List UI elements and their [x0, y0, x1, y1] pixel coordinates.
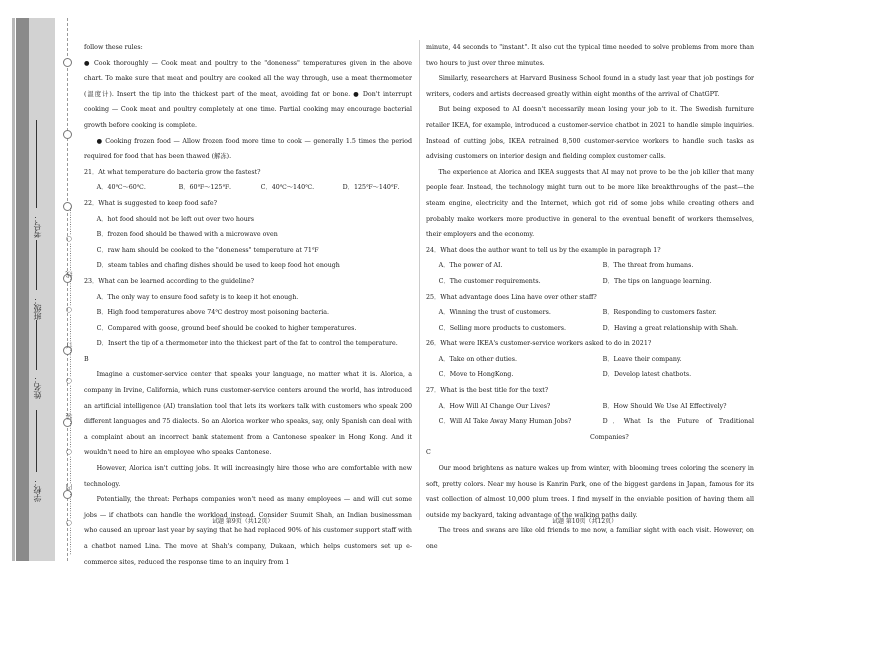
- question-26: 26．What were IKEA's customer-service workers asked to do in 2021?: [426, 340, 652, 348]
- option[interactable]: C．raw ham should be cooked to the "doneness" temperature at 71℉: [96, 246, 319, 254]
- option[interactable]: C．Move to HongKong.: [438, 371, 514, 379]
- option[interactable]: C．Selling more products to customers.: [438, 324, 566, 332]
- option[interactable]: D．Develop latest chatbots.: [602, 371, 692, 379]
- page-footer-9: 试题 第9页（共12页）: [212, 518, 274, 525]
- q21-options: [84, 180, 412, 196]
- option[interactable]: D．steam tables and chafing dishes should be used to keep food hot enough: [96, 262, 340, 270]
- option[interactable]: A．How Will AI Change Our Lives?: [438, 402, 551, 410]
- seal-line-text: …………○…………内…………○…………装…………○…………订…………○…………线…………○…………: [65, 207, 73, 555]
- paragraph: ● Cooking frozen food — Allow frozen food more time to cook — generally 1.5 times the period required for food that has been thawed (解冻).: [84, 137, 412, 161]
- section-heading-b: B: [84, 355, 89, 363]
- q24-options: [426, 258, 754, 274]
- q27-options: [426, 399, 754, 415]
- option[interactable]: D．Having a great relationship with Shah.: [602, 324, 739, 332]
- q25-options: [426, 321, 754, 337]
- q27-options: [426, 414, 754, 445]
- question-21: 21．At what temperature do bacteria grow the fastest?: [84, 168, 261, 176]
- option[interactable]: A．The only way to ensure food safety is to keep it hot enough.: [96, 293, 299, 301]
- q25-options: [426, 305, 754, 321]
- option[interactable]: D．What Is the Future of Traditional Companies?: [590, 418, 754, 441]
- option[interactable]: A．Take on other duties.: [438, 355, 518, 363]
- paragraph: But being exposed to AI doesn't necessarily mean losing your job to it. The Swedish furniture retailer IKEA, for example, introduced a customer-service chatbot in 2021 to handle simple inquiries. Instead of cutting jobs, IKEA retrained 8,500 customer-service workers to handle such tasks as advising customers on interior design and fielding complex customer calls.: [426, 106, 754, 161]
- option[interactable]: A．hot food should not be left out over two hours: [96, 215, 255, 223]
- paragraph: follow these rules:: [84, 44, 143, 51]
- option[interactable]: D．Insert the tip of a thermometer into the thickest part of the fat to control the temperature.: [96, 340, 398, 348]
- question-23: 23．What can be learned according to the guideline?: [84, 277, 254, 285]
- q26-options: [426, 367, 754, 383]
- option[interactable]: D．The tips on language learning.: [602, 277, 712, 285]
- option[interactable]: A．Winning the trust of customers.: [438, 309, 551, 317]
- option[interactable]: B．Leave their company.: [602, 355, 682, 363]
- column-divider: [419, 40, 420, 520]
- binding-edge: [12, 18, 15, 561]
- q24-options: [426, 274, 754, 290]
- binding-strip-dark: [16, 18, 29, 561]
- number-line[interactable]: [36, 120, 37, 208]
- option[interactable]: C．40℃～140℃.: [260, 184, 315, 192]
- option[interactable]: B．How Should We Use AI Effectively?: [602, 402, 727, 410]
- option[interactable]: C．Compared with goose, ground beef should be cooked to higher temperatures.: [96, 324, 357, 332]
- option[interactable]: A．The power of AI.: [438, 262, 503, 270]
- class-label: 班级：: [33, 296, 42, 320]
- school-line[interactable]: [36, 410, 37, 472]
- paragraph: However, Alorica isn't cutting jobs. It will increasingly hire those who are comfortable with new technology.: [84, 465, 412, 488]
- option[interactable]: A．40℃～60℃.: [96, 184, 146, 192]
- option[interactable]: D．125℉～140℉.: [342, 184, 400, 192]
- paragraph: Potentially, the threat: Perhaps companies won't need as many employees — and will cut some jobs — if chatbots can handle the workload instead. Consider Suumit Shah, an Indian businessman who caused an uproar last year by saying that he had replaced 90% of his customer support staff with a chatbot named Lina. The move at Shah's company, Dukaan, which helps customers set up e-commerce sites, reduced the response time to an inquiry from 1: [84, 496, 412, 566]
- paragraph: Our mood brightens as nature wakes up from winter, with blooming trees coloring the scenery in soft, pretty colors. Near my house is Kanrin Park, one of the biggest gardens in Japan, famous for its vast collection of almost 10,000 plum trees. I find myself in the enviable position of having them all outside my backyard, taking advantage of the walking paths daily.: [426, 465, 754, 519]
- right-column: [426, 40, 754, 555]
- option[interactable]: C．The customer requirements.: [438, 277, 541, 285]
- option[interactable]: B．High food temperatures above 74℃ destroy most poisoning bacteria.: [96, 309, 330, 317]
- section-heading-c: C: [426, 449, 431, 457]
- option[interactable]: B．60℉～125℉.: [178, 184, 232, 192]
- name-line[interactable]: [36, 320, 37, 370]
- left-column: [84, 40, 412, 570]
- option[interactable]: B．The threat from humans.: [602, 262, 694, 270]
- page-footer-10: 试题 第10页（共12页）: [552, 518, 618, 525]
- question-24: 24．What does the author want to tell us by the example in paragraph 1?: [426, 246, 661, 254]
- question-22: 22．What is suggested to keep food safe?: [84, 199, 217, 207]
- option[interactable]: B．Responding to customers faster.: [602, 309, 717, 317]
- option[interactable]: B．frozen food should be thawed with a microwave oven: [96, 231, 278, 239]
- option[interactable]: C．Will AI Take Away Many Human Jobs?: [438, 418, 572, 426]
- paragraph: minute, 44 seconds to "instant". It also cut the typical time needed to solve problems from more than two hours to just over three minutes.: [426, 44, 754, 67]
- name-label: 姓名：: [33, 375, 42, 399]
- number-label: 考号：: [33, 214, 42, 238]
- school-label: 学校：: [33, 478, 42, 502]
- paragraph: The experience at Alorica and IKEA suggests that AI may not prove to be the job killer that many people fear. Instead, the technology might turn out to be more like breakthroughs of the past—the steam engine, electricity and the Internet, which got rid of some jobs while creating others and probably make workers more productive in general to the eventual benefit of workers themselves, their employers and the economy.: [426, 168, 754, 239]
- q26-options: [426, 352, 754, 368]
- paragraph: ● Cook thoroughly — Cook meat and poultry to the "doneness" temperatures given in the above chart. To make sure that meat and poultry are cooked all the way through, use a meat thermometer (温度计). Insert the tip into the thickest part of the meat, avoiding fat or bone. ● Don't interrupt cooking — Cook meat and poultry completely at one time. Partial cooking may encourage bacterial growth before cooking is complete.: [84, 59, 412, 129]
- paragraph: Imagine a customer-service center that speaks your language, no matter what it is. Alorica, a company in Irvine, California, which runs customer-service centers around the world, has introduced an artificial intelligence (AI) translation tool that lets its workers talk with customers who speak 200 different languages and 75 dialects. So an Alorica worker who speaks, say, only Spanish can deal with a complaint about an incorrect bank statement from a Cantonese speaker in Hong Kong. And it wouldn't need to hire an employee who speaks Cantonese.: [84, 371, 412, 457]
- question-27: 27．What is the best title for the text?: [426, 387, 549, 395]
- question-25: 25．What advantage does Lina have over other staff?: [426, 293, 597, 301]
- paragraph: The trees and swans are like old friends to me now, a familiar sight with each visit. However, on one: [426, 527, 754, 550]
- class-line[interactable]: [36, 240, 37, 290]
- paragraph: Similarly, researchers at Harvard Business School found in a study last year that job postings for writers, coders and artists decreased greatly within eight months of the arrival of ChatGPT.: [426, 75, 754, 98]
